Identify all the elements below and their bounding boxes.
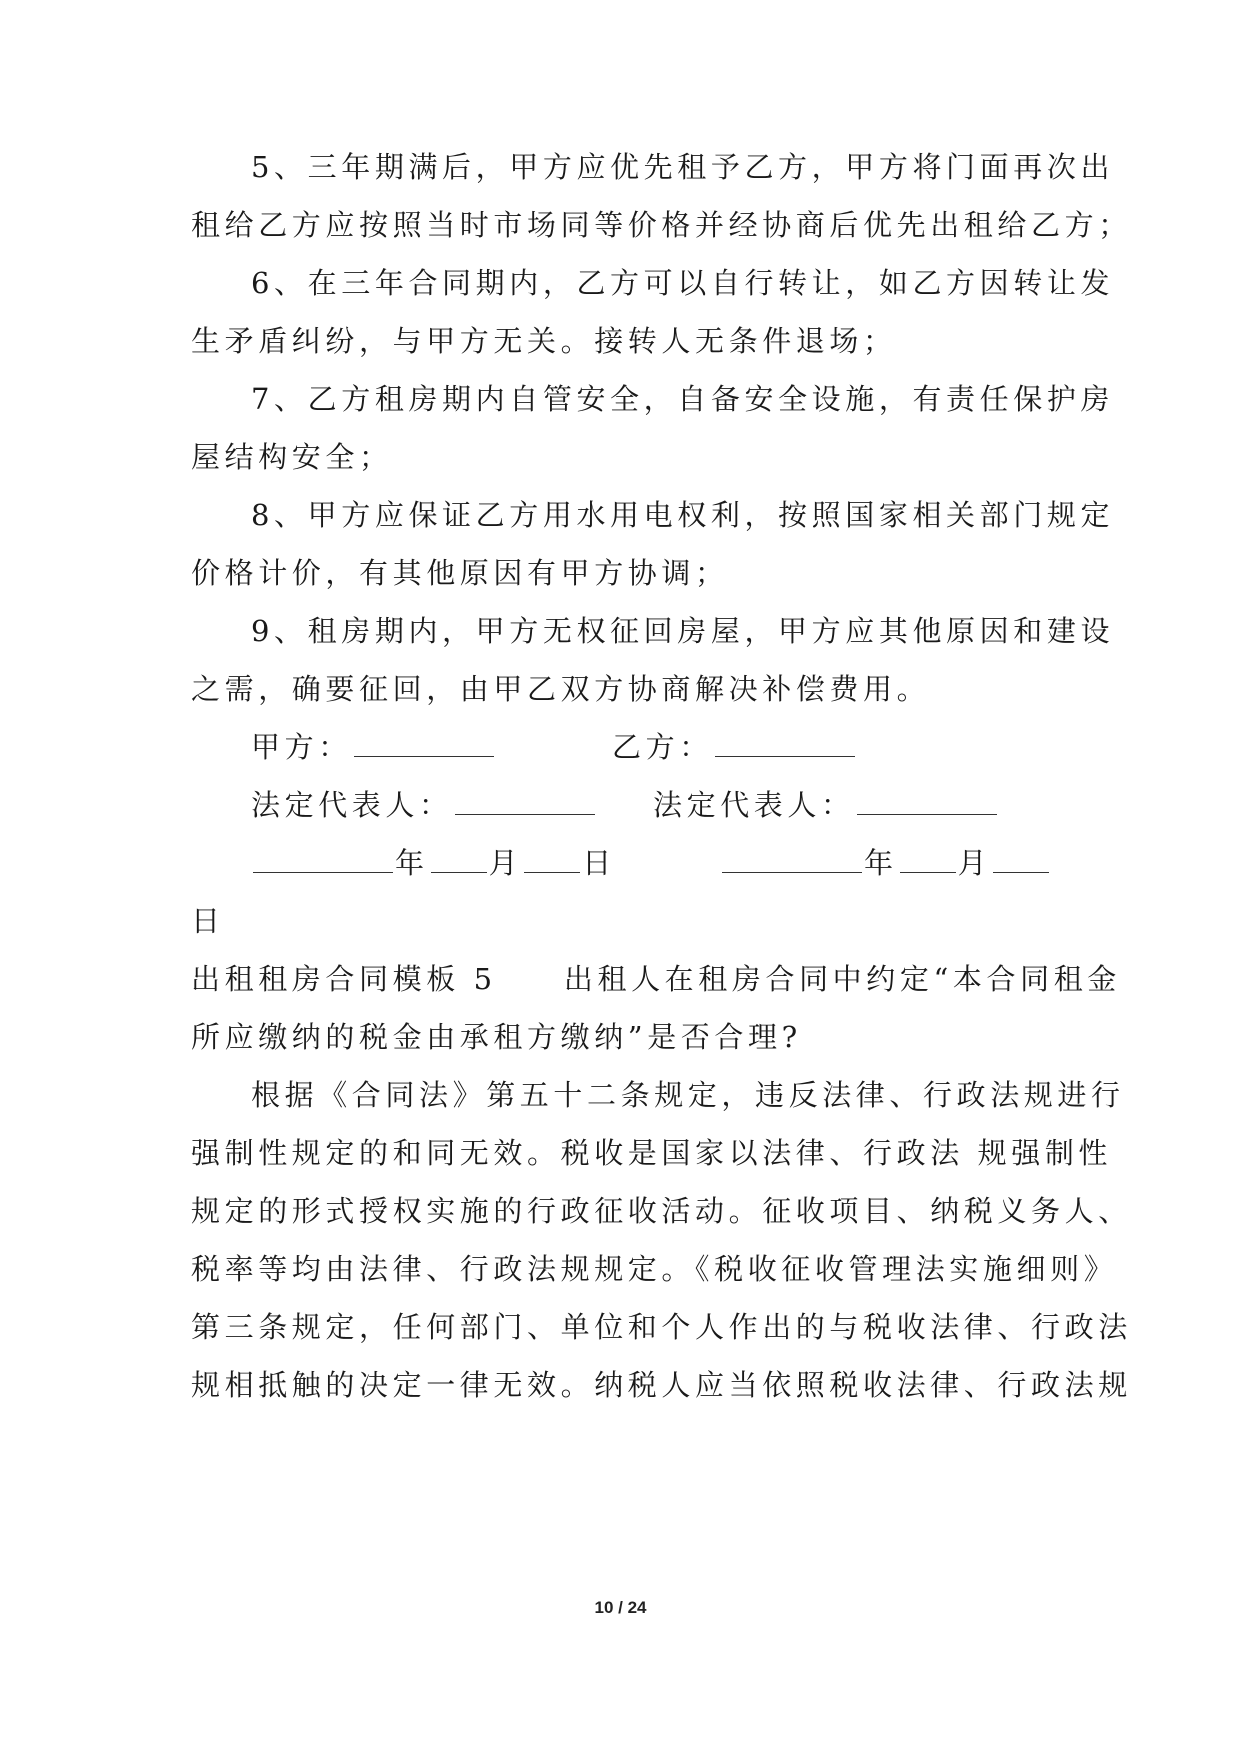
- clause-9-line-1: 9、租房期内，甲方无权征回房屋，甲方应其他原因和建设: [251, 614, 1115, 648]
- date-b-day-label: 日: [191, 904, 225, 938]
- clause-7-line-1: 7、乙方租房期内自管安全，自备安全设施，有责任保护房: [251, 382, 1115, 416]
- page-number: 10 / 24: [594, 1598, 647, 1617]
- party-a-blank: [354, 730, 494, 757]
- party-a-label: 甲方：: [251, 730, 352, 764]
- year-a-label: 年: [395, 846, 429, 880]
- section-body-line-5: 第三条规定，任何部门、单位和个人作出的与税收法律、行政法: [191, 1310, 1132, 1344]
- month-b-blank: [900, 846, 956, 873]
- month-a-label: 月: [488, 846, 523, 880]
- day-a-blank: [524, 846, 580, 873]
- section-body-line-1: 根据《合同法》第五十二条规定，违反法律、行政法规进行: [251, 1078, 1125, 1112]
- clause-8-line-1: 8、甲方应保证乙方用水用电权利，按照国家相关部门规定: [251, 498, 1115, 532]
- rep-b-signature-line: [653, 785, 999, 825]
- clause-6-line-1: 6、在三年合同期内，乙方可以自行转让，如乙方因转让发: [251, 266, 1115, 300]
- clause-5-line-2: 租给乙方应按照当时市场同等价格并经协商后优先出租给乙方；: [191, 208, 1132, 242]
- clause-9-line-2: 之需，确要征回，由甲乙双方协商解决补偿费用。: [191, 672, 931, 706]
- section-heading-line-2: 所应缴纳的税金由承租方缴纳”是否合理?: [191, 1020, 802, 1054]
- section-body-line-4: 税率等均由法律、行政法规规定。《税收征收管理法实施细则》: [191, 1252, 1118, 1286]
- rep-a-blank: [455, 788, 595, 815]
- date-b-line: [720, 843, 1051, 883]
- party-b-signature-line: [612, 727, 857, 767]
- clause-8-line-2: 价格计价，有其他原因有甲方协调；: [191, 556, 729, 590]
- day-b-blank: [993, 846, 1049, 873]
- clause-7-line-2: 屋结构安全；: [191, 440, 393, 474]
- year-a-blank: [253, 846, 393, 873]
- month-a-blank: [431, 846, 487, 873]
- party-b-blank: [715, 730, 855, 757]
- section-body-line-2: 强制性规定的和同无效。税收是国家以法律、行政法 规强制性: [191, 1136, 1113, 1170]
- day-a-label: 日: [582, 846, 616, 880]
- section-body-line-6: 规相抵触的决定一律无效。纳税人应当依照税收法律、行政法规: [191, 1368, 1132, 1402]
- party-b-label: 乙方：: [612, 730, 713, 764]
- clause-6-line-2: 生矛盾纠纷，与甲方无关。接转人无条件退场；: [191, 324, 897, 358]
- date-a-line: [251, 843, 616, 883]
- clause-5-line-1: 5、三年期满后，甲方应优先租予乙方，甲方将门面再次出: [251, 150, 1115, 184]
- year-b-blank: [722, 846, 862, 873]
- rep-b-label: 法定代表人：: [653, 788, 855, 822]
- rep-b-blank: [857, 788, 997, 815]
- year-b-label: 年: [864, 846, 898, 880]
- section-heading-line-1: 出租租房合同模板 5 出租人在租房合同中约定“本合同租金: [191, 962, 1121, 996]
- month-b-label: 月: [957, 846, 992, 880]
- rep-a-signature-line: [251, 785, 597, 825]
- party-a-signature-line: [251, 727, 496, 767]
- rep-a-label: 法定代表人：: [251, 788, 453, 822]
- section-body-line-3: 规定的形式授权实施的行政征收活动。征收项目、纳税义务人、: [191, 1194, 1132, 1228]
